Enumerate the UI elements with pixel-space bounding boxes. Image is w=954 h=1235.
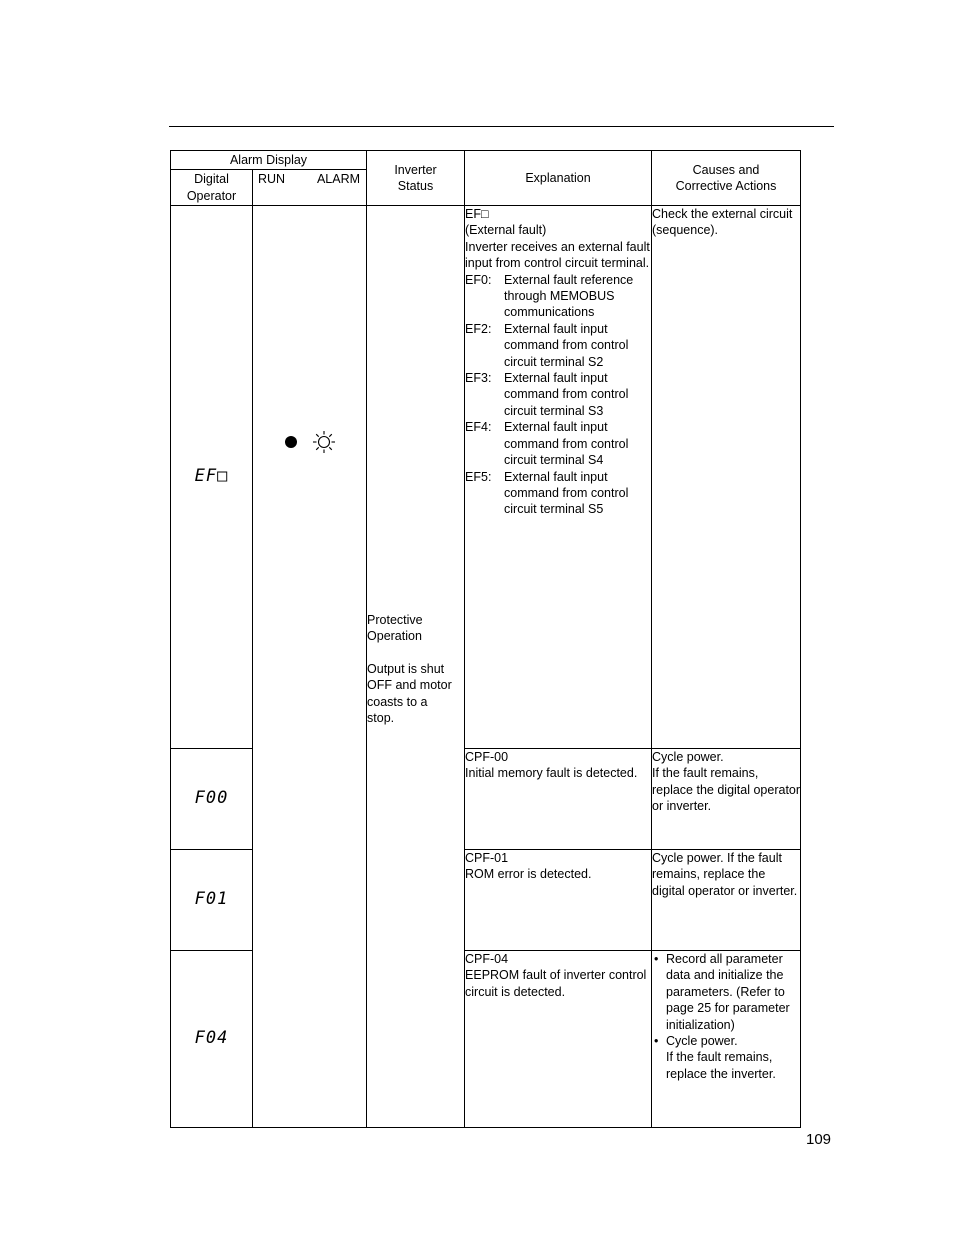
status-line: Output is shut xyxy=(367,661,445,676)
inverter-status-header: Inverter Status xyxy=(367,151,465,206)
ef-item: EF5: External fault input command from control circuit terminal S5 xyxy=(465,469,629,517)
ef-item: EF2: External fault input command from control circuit terminal S2 xyxy=(465,321,629,369)
digital-operator-header: Digital Operator xyxy=(171,170,253,206)
display-ef: EF□ xyxy=(171,206,253,749)
causes-ef: Check the external circuit (sequence). xyxy=(652,206,801,749)
explanation-title: CPF-00 xyxy=(465,750,509,764)
run-alarm-header xyxy=(253,170,367,206)
display-f01: F01 xyxy=(171,850,253,951)
display-f00: F00 xyxy=(171,749,253,850)
explanation-title: CPF-04 xyxy=(465,952,509,966)
causes-header: Causes and Corrective Actions xyxy=(652,151,801,206)
ef-item: EF4: External fault input command from control circuit terminal S4 xyxy=(465,420,629,468)
explanation-f04 xyxy=(465,951,652,1128)
explanation-subtitle: (External fault) xyxy=(465,223,547,238)
causes-f00: Cycle power. If the fault remains, replace the digital operator or inverter. xyxy=(652,749,801,850)
explanation-body: Inverter receives an external fault input from control circuit terminal. xyxy=(465,239,650,271)
cause-bullet: • Cycle power. If the fault remains, replace the inverter. xyxy=(666,1033,800,1082)
status-line: stop. xyxy=(367,711,395,726)
alarm-header: ALARM xyxy=(316,172,361,186)
explanation-body: EEPROM fault of inverter control circuit is detected. xyxy=(465,968,647,999)
display-f04: F04 xyxy=(171,951,253,1128)
status-line: OFF and motor xyxy=(367,678,452,693)
causes-f04 xyxy=(652,951,801,1128)
cause-bullet: • Record all parameter data and initialize the parameters. (Refer to page 25 for parameter initialization) xyxy=(666,951,800,1033)
explanation-title: CPF-01 xyxy=(465,851,509,865)
explanation-title: EF□ xyxy=(465,207,489,221)
alarm-flashing-indicator-icon xyxy=(312,430,336,454)
status-line: coasts to a xyxy=(367,694,428,709)
ef-item: EF0: External fault reference through MEMOBUS communications xyxy=(465,272,634,320)
alarm-display-header: Alarm Display xyxy=(171,151,367,170)
inverter-status-cell xyxy=(367,206,465,1128)
status-line: Operation xyxy=(367,629,422,644)
explanation-ef xyxy=(465,206,652,749)
status-line: Protective xyxy=(367,613,423,627)
explanation-body: ROM error is detected. xyxy=(465,867,592,882)
explanation-f01 xyxy=(465,850,652,951)
explanation-f00 xyxy=(465,749,652,850)
run-header: RUN xyxy=(258,172,286,186)
run-lit-indicator-icon xyxy=(284,435,298,449)
explanation-header: Explanation xyxy=(465,151,652,206)
page-number: 109 xyxy=(806,1131,832,1148)
causes-f01: Cycle power. If the fault remains, replace the digital operator or inverter. xyxy=(652,850,801,951)
explanation-body: Initial memory fault is detected. xyxy=(465,766,638,781)
header-rule xyxy=(169,126,834,127)
alarm-table xyxy=(170,150,801,1128)
ef-item: EF3: External fault input command from control circuit terminal S3 xyxy=(465,371,629,418)
run-alarm-indicators xyxy=(253,206,367,1128)
